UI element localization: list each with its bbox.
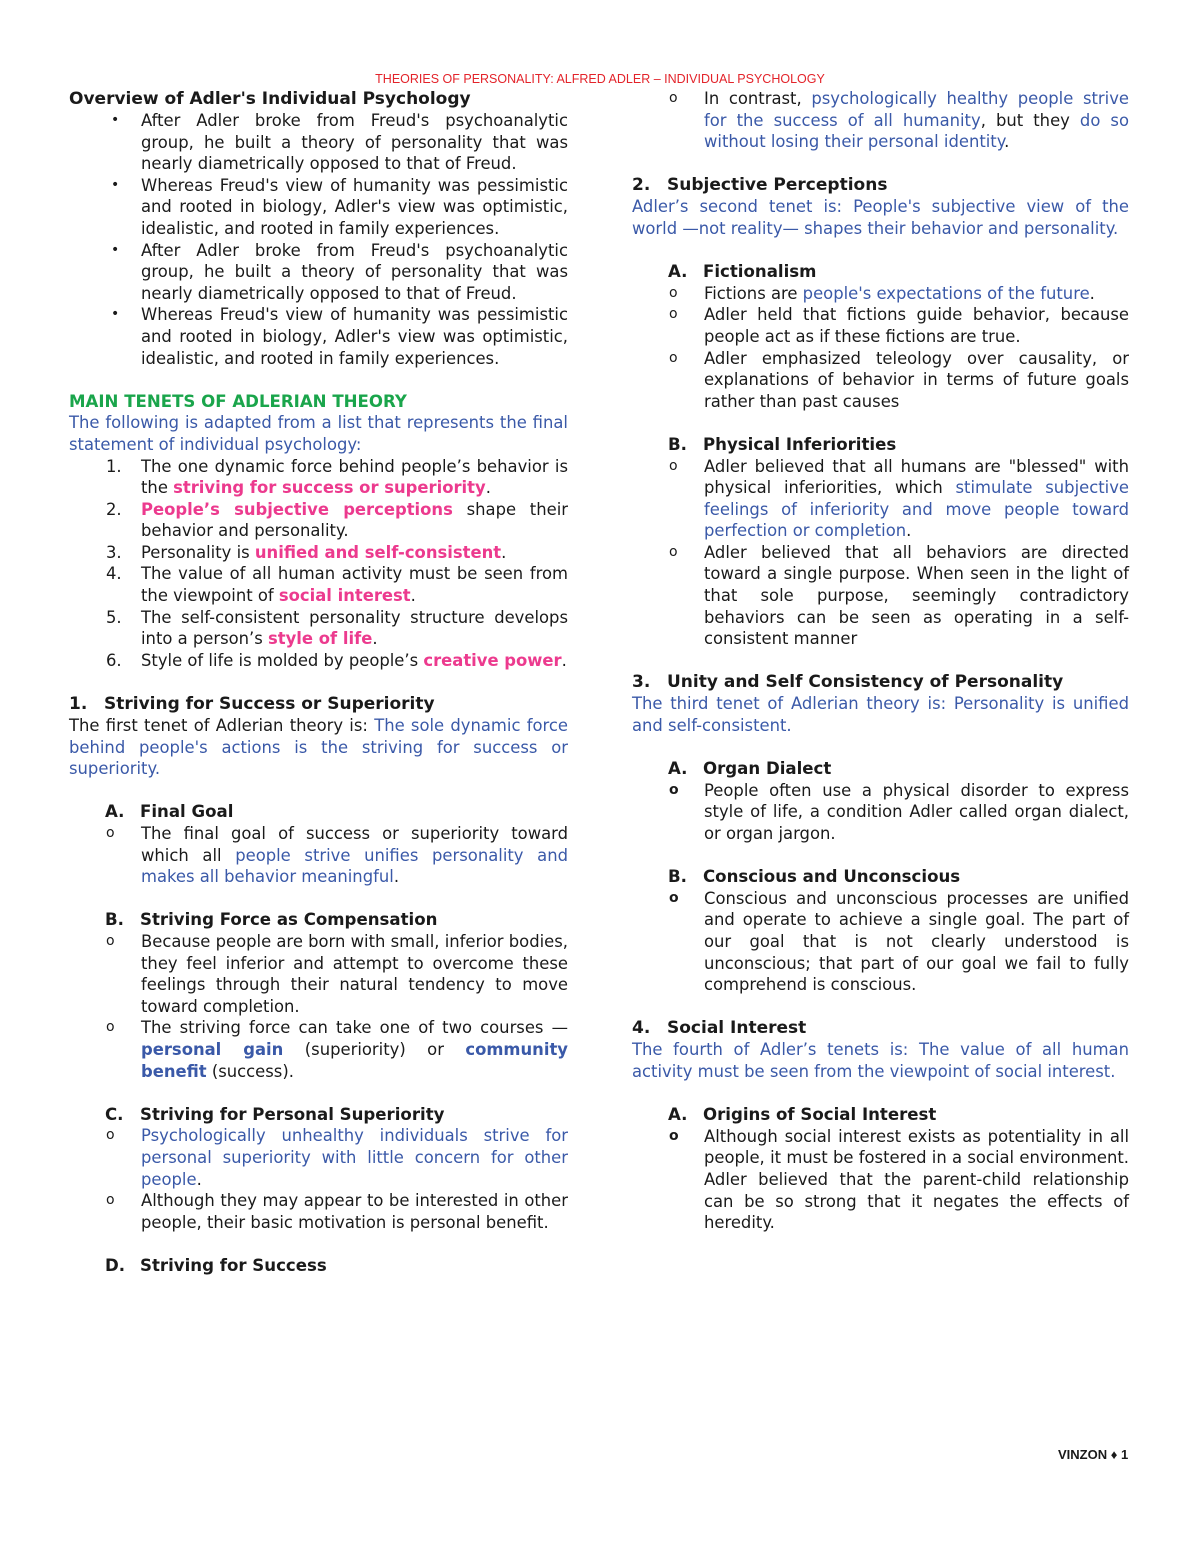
tenet-item: 2. People’s subjective perceptions shape their behavior and personality. — [106, 499, 568, 541]
section-1d-continued — [668, 88, 1129, 153]
tenet-item: 4. The value of all human activity must be seen from the viewpoint of social interest. — [106, 564, 568, 606]
sub-bullet: o Because people are born with small, inferior bodies, they feel inferior and attempt to overcome these feelings through their natural tendency to move toward completion. — [69, 931, 568, 1017]
subsection-title: A. Fictionalism — [668, 262, 817, 282]
page-header: THEORIES OF PERSONALITY: ALFRED ADLER – INDIVIDUAL PSYCHOLOGY — [375, 72, 825, 86]
subsection-title: B. Physical Inferiorities — [668, 434, 897, 454]
subsection-title: B. Striving Force as Compensation — [105, 910, 438, 930]
section-4-title: 4. Social Interest — [632, 1018, 807, 1039]
section-2b — [668, 434, 1129, 650]
sub-bullet: o Fictions are people's expectations of the future. — [632, 283, 1129, 305]
sub-bullet: o The final goal of success or superiority toward which all people strive unifies personality and makes all behavior meaningful. — [69, 823, 568, 888]
overview-bullet: • After Adler broke from Freud's psychoanalytic group, he built a theory of personality that was nearly diametrically opposed to that of Freud. — [69, 240, 568, 305]
section-2a — [668, 261, 1129, 412]
overview-title: Overview of Adler's Individual Psychology — [69, 89, 471, 109]
section-3a — [668, 758, 1129, 844]
section-3b — [668, 866, 1129, 996]
section-3-lead: The third tenet of Adlerian theory is: Personality is unified and self-consistent. — [632, 694, 1129, 736]
sub-bullet: o The striving force can take one of two courses — personal gain (superiority) or community benefit (success). — [69, 1017, 568, 1082]
tenet-item: 1. The one dynamic force behind people’s behavior is the striving for success or superiority. — [106, 456, 568, 498]
page-footer: VINZON ♦ 1 — [1058, 1447, 1129, 1462]
subsection-title: A. Final Goal — [105, 802, 234, 822]
section-2-title: 2. Subjective Perceptions — [632, 175, 888, 196]
section-1-title: 1. Striving for Success or Superiority — [69, 694, 435, 715]
overview-bullet: • Whereas Freud's view of humanity was pessimistic and rooted in biology, Adler's view was optimistic, idealistic, and rooted in family experiences. — [69, 175, 568, 240]
overview-bullet: • Whereas Freud's view of humanity was pessimistic and rooted in biology, Adler's view was optimistic, idealistic, and rooted in family experiences. — [69, 304, 568, 369]
section-4a — [668, 1104, 1129, 1234]
sub-bullet: o People often use a physical disorder to express style of life, a condition Adler called organ dialect, or organ jargon. — [632, 780, 1129, 845]
sub-bullet: o Adler believed that all behaviors are directed toward a single purpose. When seen in the light of that sole purpose, seemingly contradictory behaviors can be seen as operating in a self-consistent manner — [632, 542, 1129, 650]
tenet-item: 3. Personality is unified and self-consistent. — [106, 542, 507, 562]
section-4-lead: The fourth of Adler’s tenets is: The value of all human activity must be seen from the viewpoint of social interest. — [632, 1040, 1129, 1081]
sub-bullet: o Adler believed that all humans are "blessed" with physical inferiorities, which stimulate subjective feelings of inferiority and move people toward perfection or completion. — [632, 456, 1129, 542]
sub-bullet: o Conscious and unconscious processes are unified and operate to achieve a single goal. The part of our goal that is not clearly understood is unconscious; that part of our goal we fail to fully comprehend is conscious. — [632, 888, 1129, 996]
section-2-lead: Adler’s second tenet is: People's subjective view of the world —not reality— shapes their behavior and personality. — [632, 197, 1129, 238]
section-3-title: 3. Unity and Self Consistency of Personality — [632, 672, 1064, 693]
subsection-title: D. Striving for Success — [105, 1255, 327, 1275]
overview-list — [69, 110, 568, 369]
subsection-title: B. Conscious and Unconscious — [668, 867, 961, 887]
tenets-intro: The following is adapted from a list that represents the final statement of individual psychology: — [69, 413, 568, 454]
subsection-title: A. Origins of Social Interest — [668, 1105, 937, 1125]
tenet-item: 5. The self-consistent personality structure develops into a person’s style of life. — [106, 607, 568, 649]
section-1c — [105, 1104, 568, 1234]
left-column — [69, 88, 568, 1276]
sub-bullet: o Adler held that fictions guide behavior, because people act as if these fictions are true. — [632, 304, 1129, 347]
right-column — [632, 88, 1129, 1234]
section-1-lead: The first tenet of Adlerian theory is: The sole dynamic force behind people's actions is the striving for success or superiority. — [69, 716, 568, 779]
sub-bullet: o Although social interest exists as potentiality in all people, it must be fostered in a social environment. Adler believed that the parent-child relationship can be so strong that it negates the effects of heredity. — [632, 1126, 1129, 1234]
section-1d — [105, 1255, 568, 1277]
sub-bullet: o Although they may appear to be interested in other people, their basic motivation is personal benefit. — [69, 1190, 568, 1233]
section-1b — [105, 909, 568, 1082]
tenets-title: MAIN TENETS OF ADLERIAN THEORY — [69, 391, 407, 411]
sub-bullet: o Adler emphasized teleology over causality, or explanations of behavior in terms of future goals rather than past causes — [632, 348, 1129, 413]
subsection-title: A. Organ Dialect — [668, 759, 832, 779]
sub-bullet: o In contrast, psychologically healthy people strive for the success of all humanity, but they do so without losing their personal identity. — [632, 88, 1129, 153]
tenets-list — [69, 456, 568, 672]
overview-bullet: • After Adler broke from Freud's psychoanalytic group, he built a theory of personality that was nearly diametrically opposed to that of Freud. — [69, 110, 568, 175]
sub-bullet: o Psychologically unhealthy individuals strive for personal superiority with little concern for other people. — [69, 1125, 568, 1190]
tenet-item: 6. Style of life is molded by people’s creative power. — [106, 650, 567, 670]
subsection-title: C. Striving for Personal Superiority — [105, 1104, 445, 1124]
section-1a — [105, 801, 568, 887]
